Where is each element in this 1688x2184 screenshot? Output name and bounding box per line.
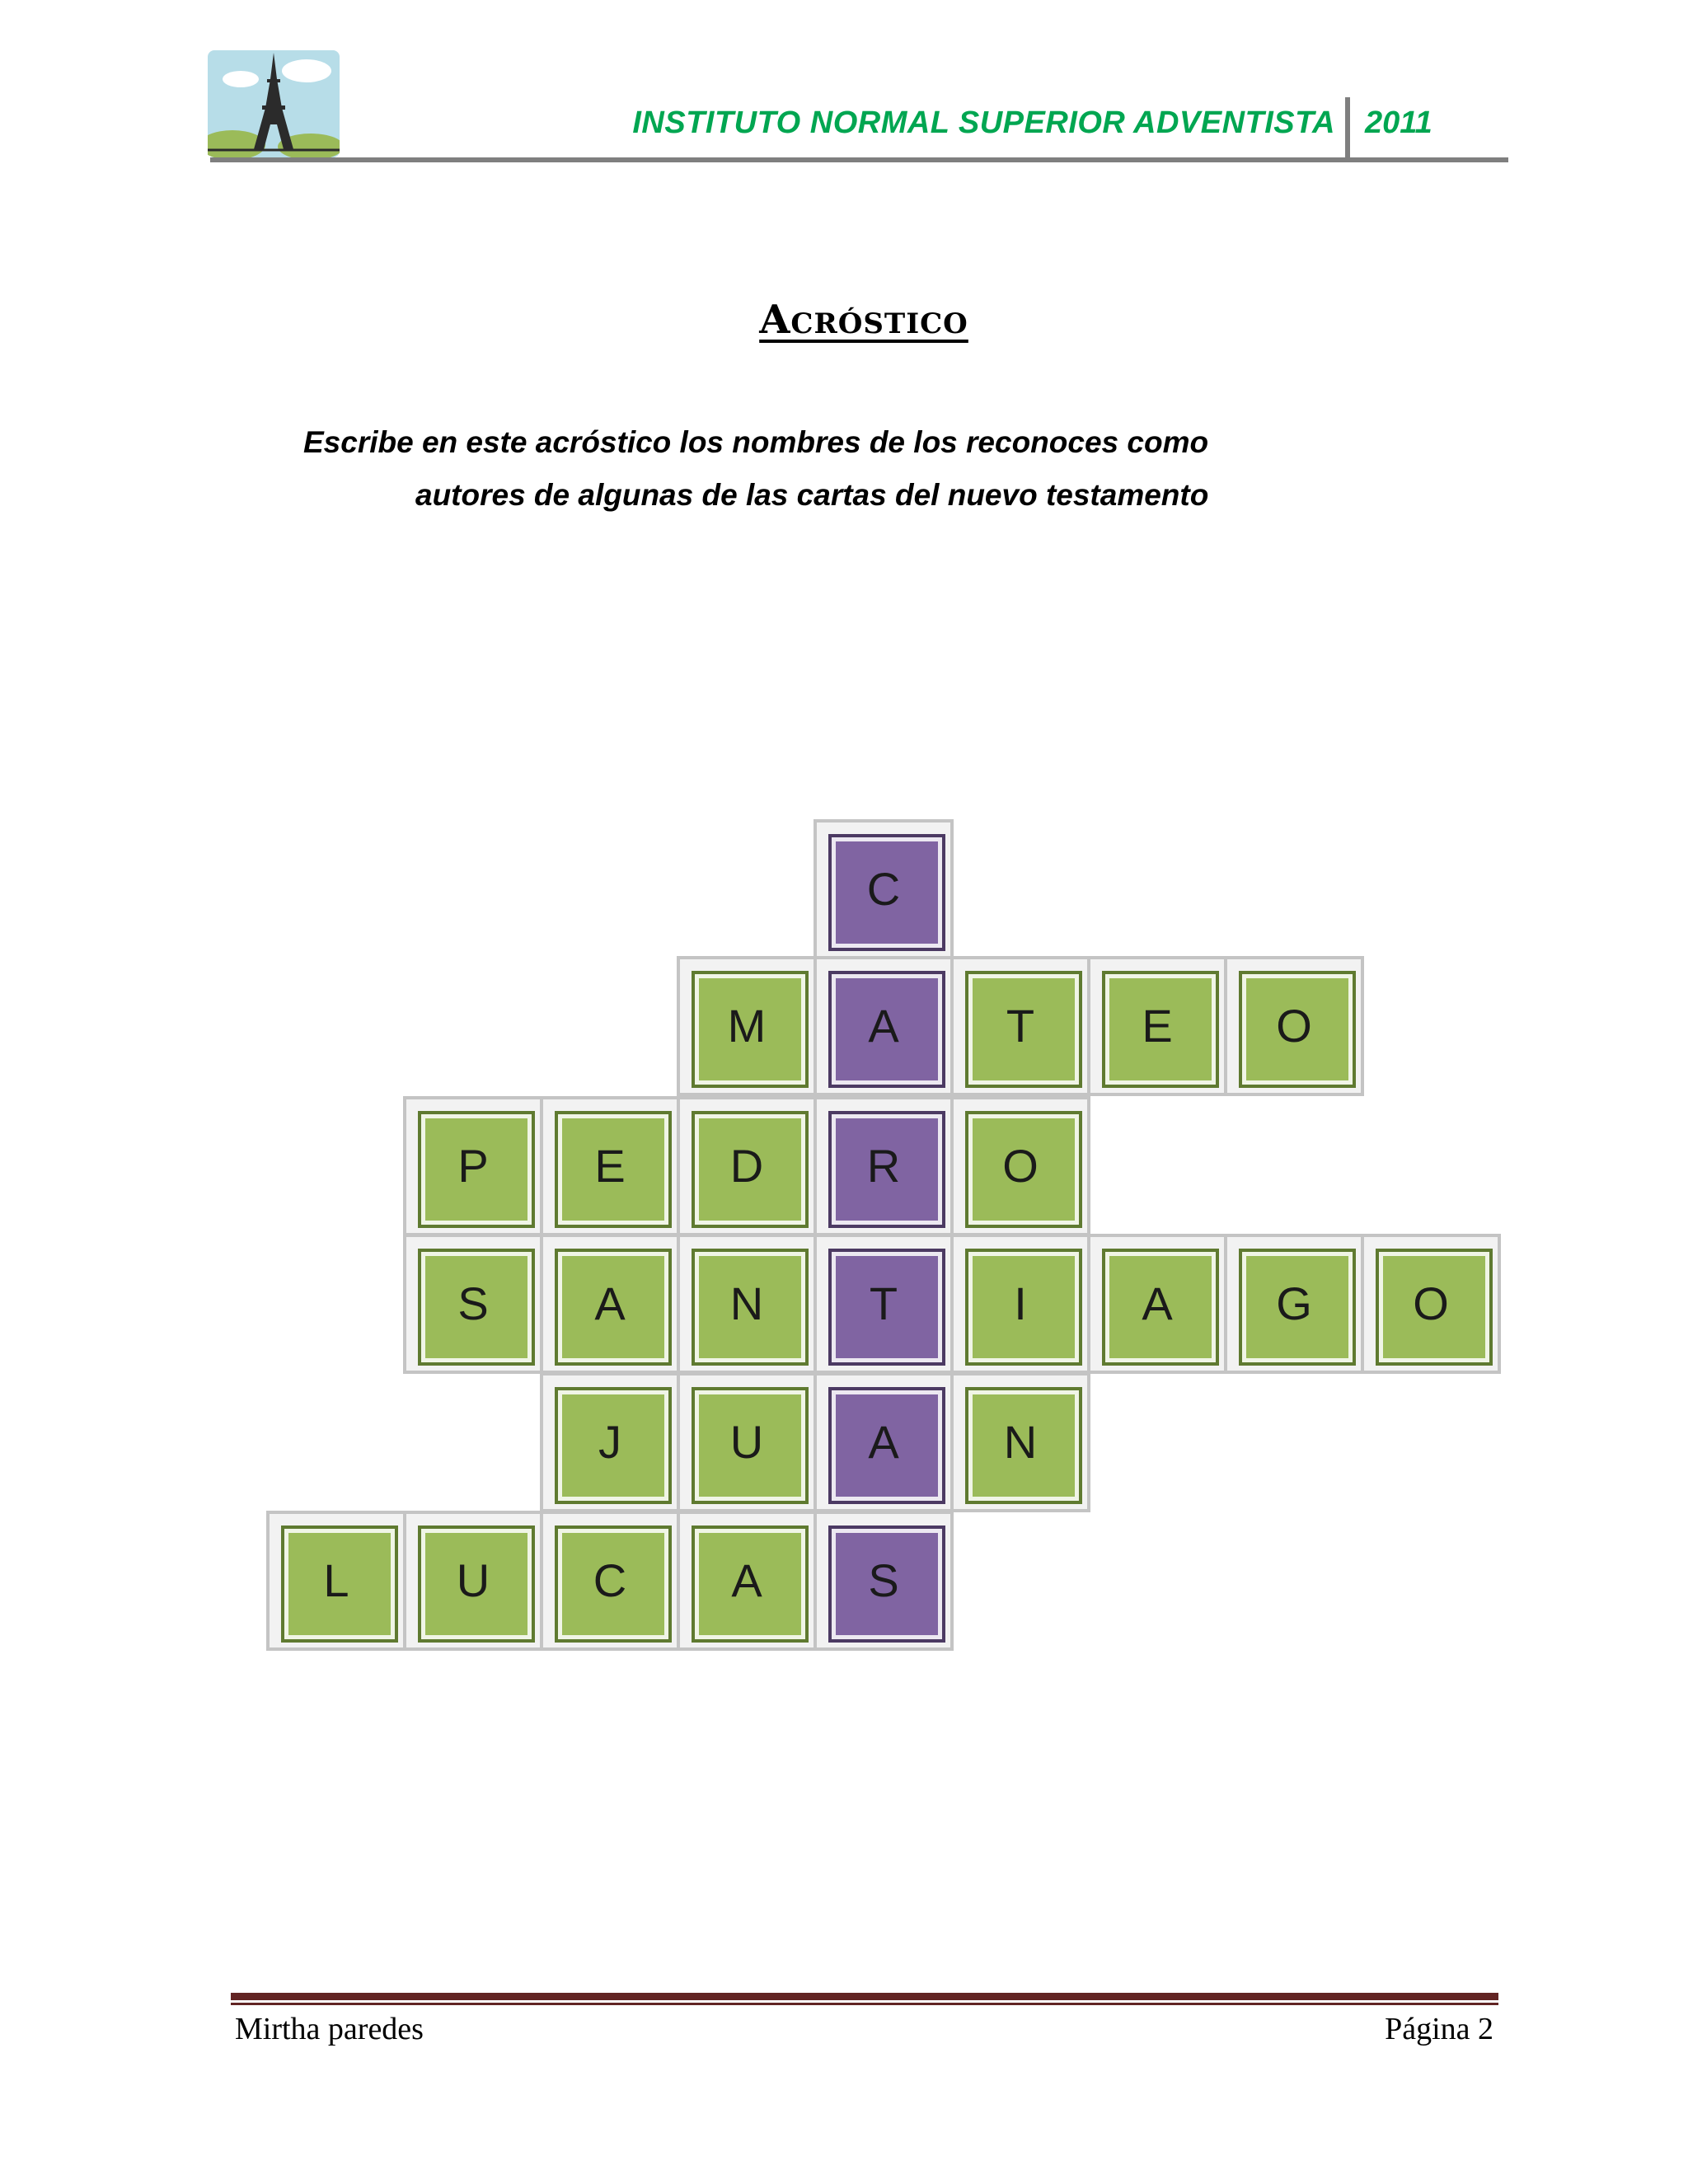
tile-letter: U <box>729 1416 764 1468</box>
acrostic-letter-tile <box>950 1372 1090 1512</box>
tile-letter: A <box>731 1554 762 1606</box>
acrostic-letter-tile <box>1224 956 1364 1096</box>
page-title: Acróstico <box>759 297 968 343</box>
tile-letter: E <box>594 1140 626 1192</box>
acrostic-letter-tile <box>1224 1234 1364 1374</box>
acrostic-key-tile <box>814 1372 954 1512</box>
acrostic-letter-tile <box>540 1372 680 1512</box>
tile-letter: O <box>1413 1277 1449 1329</box>
acrostic-letter-tile <box>950 1096 1090 1236</box>
acrostic-letter-tile <box>403 1234 543 1374</box>
tile-letter: C <box>593 1554 627 1606</box>
footer-author: Mirtha paredes <box>235 2012 424 2046</box>
tile-letter: J <box>598 1416 621 1468</box>
acrostic-letter-tile <box>677 1511 817 1651</box>
acrostic-key-tile <box>814 819 954 959</box>
tile-letter: M <box>727 1000 767 1052</box>
tile-letter: I <box>1014 1277 1027 1329</box>
acrostic-key-tile <box>814 956 954 1096</box>
tile-letter: A <box>1142 1277 1173 1329</box>
tile-letter: L <box>323 1554 349 1606</box>
acrostic-letter-tile <box>403 1096 543 1236</box>
footer-page-number: Página 2 <box>1385 2012 1493 2046</box>
acrostic-key-tile <box>814 1234 954 1374</box>
acrostic-letter-tile <box>677 1372 817 1512</box>
tile-letter: S <box>868 1554 899 1606</box>
acrostic-letter-tile <box>540 1511 680 1651</box>
tile-letter: O <box>1002 1140 1039 1192</box>
tile-letter: N <box>1003 1416 1038 1468</box>
acrostic-letter-tile <box>1361 1234 1501 1374</box>
tile-letter: T <box>1006 1000 1035 1052</box>
acrostic-key-tile <box>814 1096 954 1236</box>
instruction-line-2: autores de algunas de las cartas del nuevo testamento <box>415 478 1209 512</box>
tile-letter: S <box>457 1277 489 1329</box>
footer-rule <box>231 1993 1498 2000</box>
tile-letter: O <box>1276 1000 1312 1052</box>
acrostic-letter-tile <box>677 1096 817 1236</box>
acrostic-letter-tile <box>1087 956 1227 1096</box>
acrostic-letter-tile <box>1087 1234 1227 1374</box>
acrostic-letter-tile <box>677 1234 817 1374</box>
tile-letter: R <box>866 1140 901 1192</box>
acrostic-key-tile <box>814 1511 954 1651</box>
header-year: 2011 <box>1365 105 1432 140</box>
tile-letter: U <box>456 1554 490 1606</box>
tile-letter: A <box>868 1000 899 1052</box>
acrostic-letter-tile <box>950 1234 1090 1374</box>
tile-letter: C <box>866 863 901 915</box>
tile-letter: P <box>457 1140 489 1192</box>
instruction-line-1: Escribe en este acróstico los nombres de los reconoces como <box>303 425 1209 459</box>
acrostic-letter-tile <box>540 1096 680 1236</box>
tile-letter: T <box>869 1277 898 1329</box>
acrostic-letter-tile <box>540 1234 680 1374</box>
acrostic-letter-tile <box>677 956 817 1096</box>
tile-letter: E <box>1142 1000 1173 1052</box>
acrostic-letter-tile <box>403 1511 543 1651</box>
tile-letter: D <box>729 1140 764 1192</box>
tile-letter: N <box>729 1277 764 1329</box>
acrostic-letter-tile <box>950 956 1090 1096</box>
tile-letter: A <box>868 1416 899 1468</box>
header-institution: INSTITUTO NORMAL SUPERIOR ADVENTISTA <box>632 105 1335 140</box>
acrostic-letter-tile <box>266 1511 406 1651</box>
footer-rule-thin <box>231 2003 1498 2005</box>
tile-letter: G <box>1276 1277 1312 1329</box>
tile-letter: A <box>594 1277 626 1329</box>
